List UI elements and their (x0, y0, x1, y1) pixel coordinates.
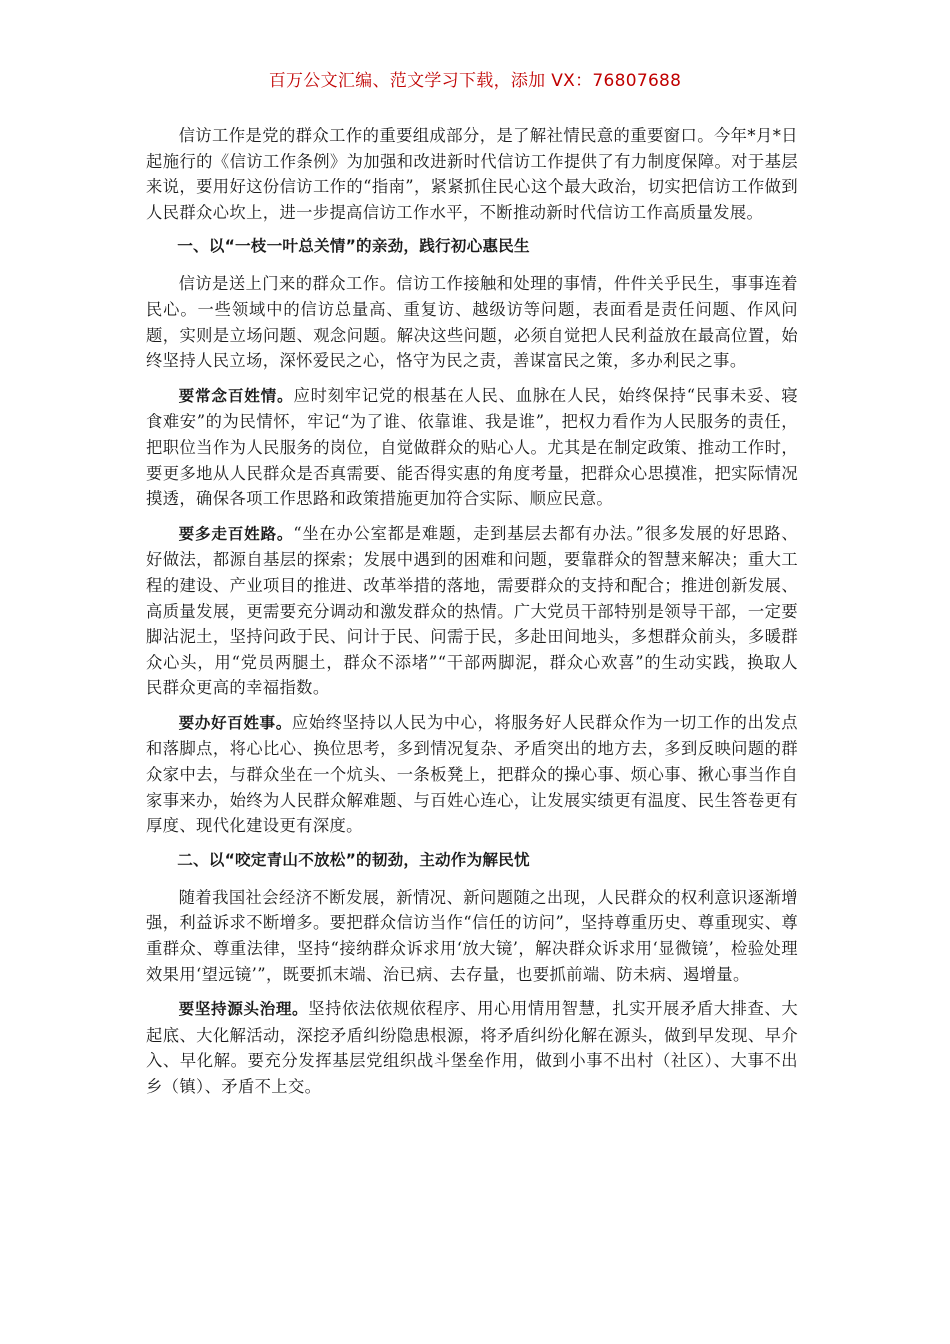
point-lead: 要常念百姓情。 (178, 386, 294, 405)
point-lead: 要坚持源头治理。 (178, 1000, 309, 1019)
section-1-intro: 信访是送上门来的群众工作。信访工作接触和处理的事情，件件关乎民生，事事连着民心。一些领域中的信访总量高、重复访、越级访等问题，表面看是责任问题、作风问题，实则是立场问题、观念问题。解决这些问题，必须自觉把人民利益放在最高位置，始终坚持人民立场，深怀爱民之心，恪守为民之责，善谋富民之策，多办利民之事。 (146, 274, 798, 371)
intro-paragraph: 信访工作是党的群众工作的重要组成部分，是了解社情民意的重要窗口。今年*月*日起施行的《信访工作条例》为加强和改进新时代信访工作提供了有力制度保障。对于基层来说，要用好这份信访工作的“指南”，紧紧抓住民心这个最大政治，切实把信访工作做到人民群众心坎上，进一步提高信访工作水平，不断推动新时代信访工作高质量发展。 (146, 126, 798, 222)
point-text: “坐在办公室都是难题，走到基层去都有办法。”很多发展的好思路、好做法，都源自基层的探索；发展中遇到的困难和问题，要靠群众的智慧来解决；重大工程的建设、产业项目的推进、改革举措的落地，需要群众的支持和配合；推进创新发展、高质量发展，更需要充分调动和激发群众的热情。广大党员干部特别是领导干部，一定要脚沾泥土，坚持问政于民、问计于民、问需于民，多赴田间地头，多想群众前头，多暖群众心头，用“党员两腿土，群众不添堵”“干部两脚泥，群众心欢喜”的生动实践，换取人民群众更高的幸福指数。 (146, 523, 798, 698)
point-lead: 要办好百姓事。 (178, 713, 292, 732)
section-1-point-1 (146, 383, 798, 512)
section-2-heading: 二、以“咬定青山不放松”的韧劲，主动作为解民忧 (177, 850, 530, 869)
watermark-header: 百万公文汇编、范文学习下载，添加 VX：76807688 (268, 71, 682, 91)
section-2-intro: 随着我国社会经济不断发展，新情况、新问题随之出现，人民群众的权利意识逐渐增强，利益诉求不断增多。要把群众信访当作“信任的访问”，坚持尊重历史、尊重现实、尊重群众、尊重法律，坚持“接纳群众诉求用‘放大镜’，解决群众诉求用‘显微镜’，检验处理效果用‘望远镜’”，既要抓末端、治已病、去存量，也要抓前端、防未病、遏增量。 (146, 887, 798, 984)
section-1-point-3 (146, 710, 798, 839)
section-2-point-1 (146, 996, 798, 1099)
article-body (146, 123, 798, 1109)
point-text: 应时刻牢记党的根基在人民、血脉在人民，始终保持“民事未妥、寝食难安”的为民情怀，牢记“为了谁、依靠谁、我是谁”，把权力看作为人民服务的责任，把职位当作为人民服务的岗位，自觉做群众的贴心人。尤其是在制定政策、推动工作时，要更多地从人民群众是否真需要、能否得实惠的角度考量，把群众心思摸准，把实际情况摸透，确保各项工作思路和政策措施更加符合实际、顺应民意。 (146, 385, 798, 509)
point-text: 应始终坚持以人民为中心，将服务好人民群众作为一切工作的出发点和落脚点，将心比心、换位思考，多到情况复杂、矛盾突出的地方去，多到反映问题的群众家中去，与群众坐在一个炕头、一条板凳上，把群众的操心事、烦心事、揪心事当作自家事来办，始终为人民群众解难题、与百姓心连心，让发展实绩更有温度、民生答卷更有厚度、现代化建设更有深度。 (146, 712, 798, 836)
point-text: 坚持依法依规依程序、用心用情用智慧，扎实开展矛盾大排查、大起底、大化解活动，深挖矛盾纠纷隐患根源，将矛盾纠纷化解在源头，做到早发现、早介入、早化解。要充分发挥基层党组织战斗堡垒作用，做到小事不出村（社区）、大事不出乡（镇）、矛盾不上交。 (146, 999, 799, 1096)
section-1-point-2 (146, 521, 798, 701)
point-lead: 要多走百姓路。 (178, 524, 294, 543)
section-1-heading: 一、以“一枝一叶总关情”的亲劲，践行初心惠民生 (177, 237, 530, 256)
